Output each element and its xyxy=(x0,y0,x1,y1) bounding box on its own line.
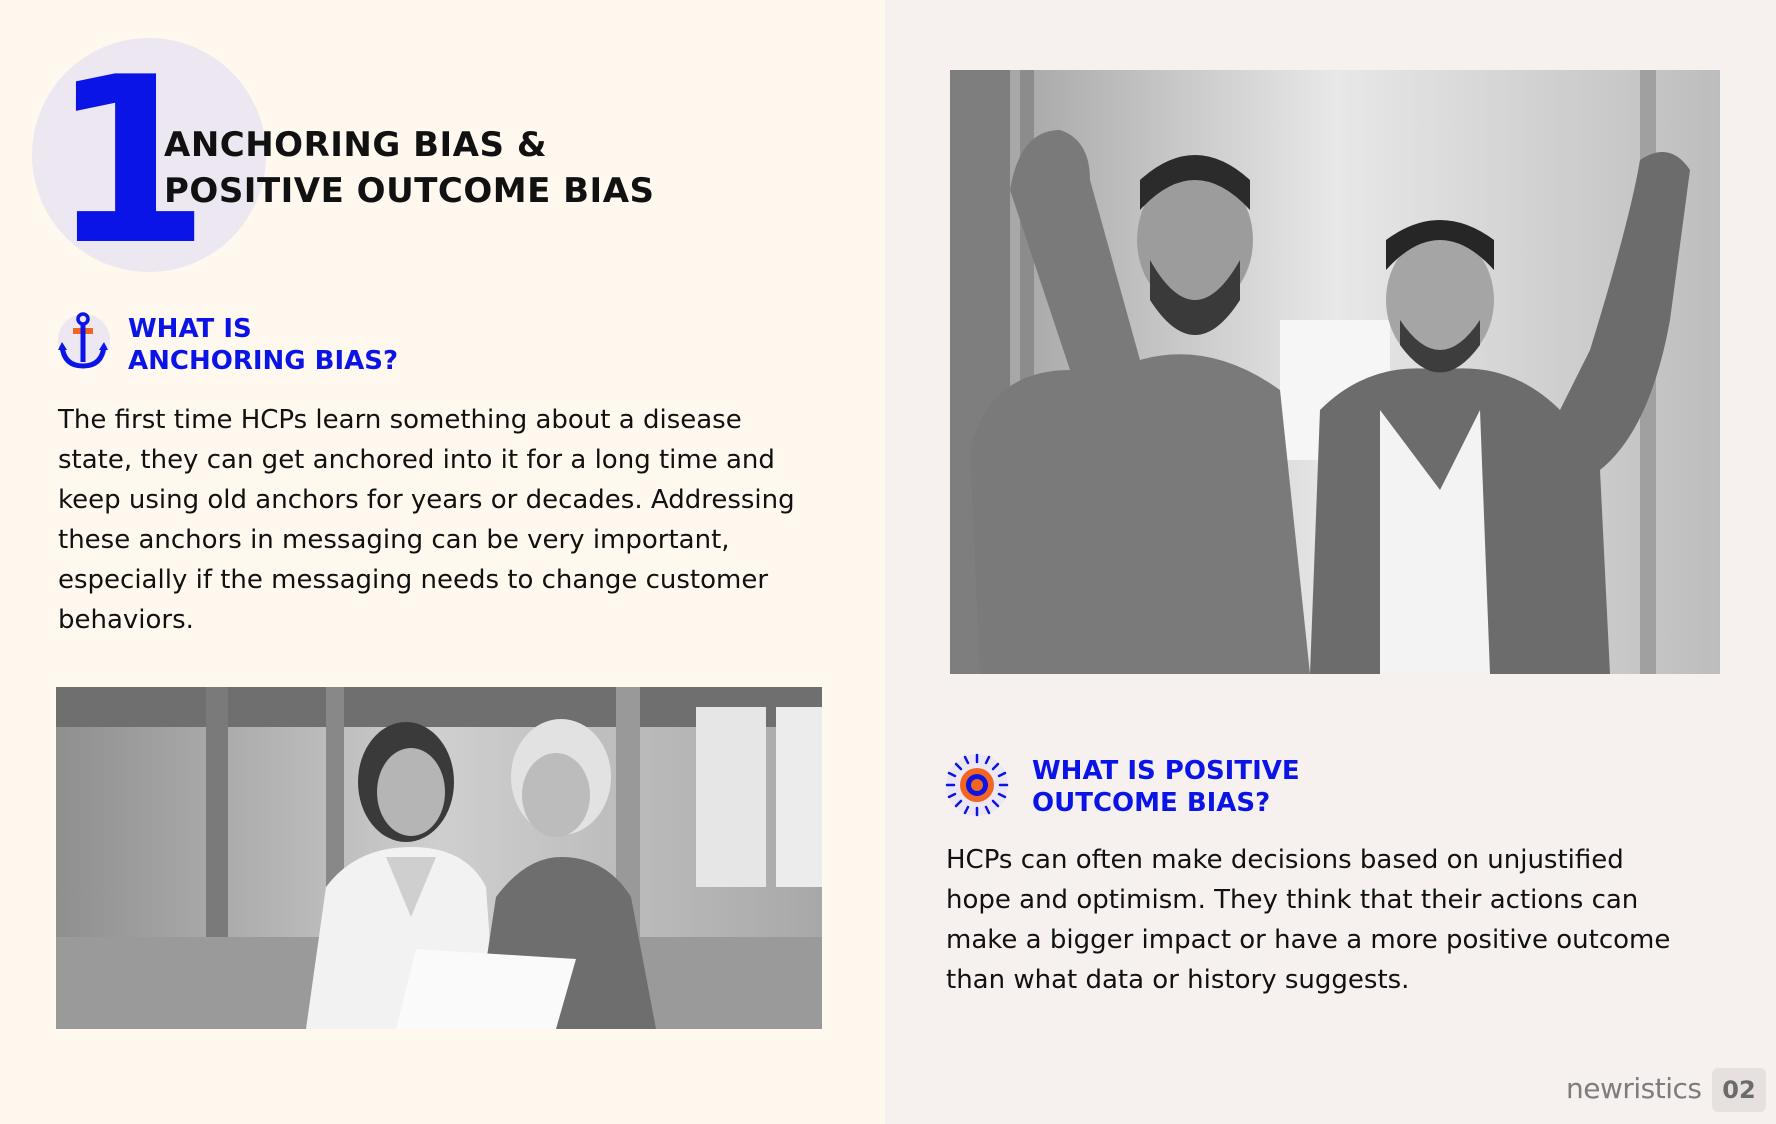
positive-outcome-body: HCPs can often make decisions based on unjustified hope and optimism. They think that their actions can make a bigger impact or have a more positive outcome than what data or history suggests. xyxy=(946,845,1671,995)
anchor-icon xyxy=(56,308,112,374)
positive-outcome-heading-line-1: WHAT IS POSITIVE xyxy=(1032,756,1300,786)
page-title xyxy=(164,122,655,214)
positive-outcome-heading xyxy=(1032,755,1300,819)
anchoring-heading-line-1: WHAT IS xyxy=(128,314,252,344)
newristics-logo: newristics xyxy=(1566,1072,1702,1105)
photo-two-men-cheering xyxy=(950,70,1720,674)
anchoring-body: The first time HCPs learn something about a disease state, they can get anchored into it for a long time and keep using old anchors for years or decades. Addressing these anchors in messaging can be very important, especially if the messaging needs to change customer behaviors. xyxy=(58,405,795,635)
sunburst-target-icon xyxy=(944,752,1010,818)
positive-outcome-heading-line-2: OUTCOME BIAS? xyxy=(1032,788,1271,818)
photo-doctor-and-patient xyxy=(56,687,822,1029)
page-title-line-2: POSITIVE OUTCOME BIAS xyxy=(164,171,655,211)
section-number: 1 xyxy=(50,29,201,296)
anchoring-heading xyxy=(128,313,398,377)
page-title-line-1: ANCHORING BIAS & xyxy=(164,125,547,165)
anchoring-heading-line-2: ANCHORING BIAS? xyxy=(128,346,399,376)
page-number-badge: 02 xyxy=(1712,1068,1766,1112)
